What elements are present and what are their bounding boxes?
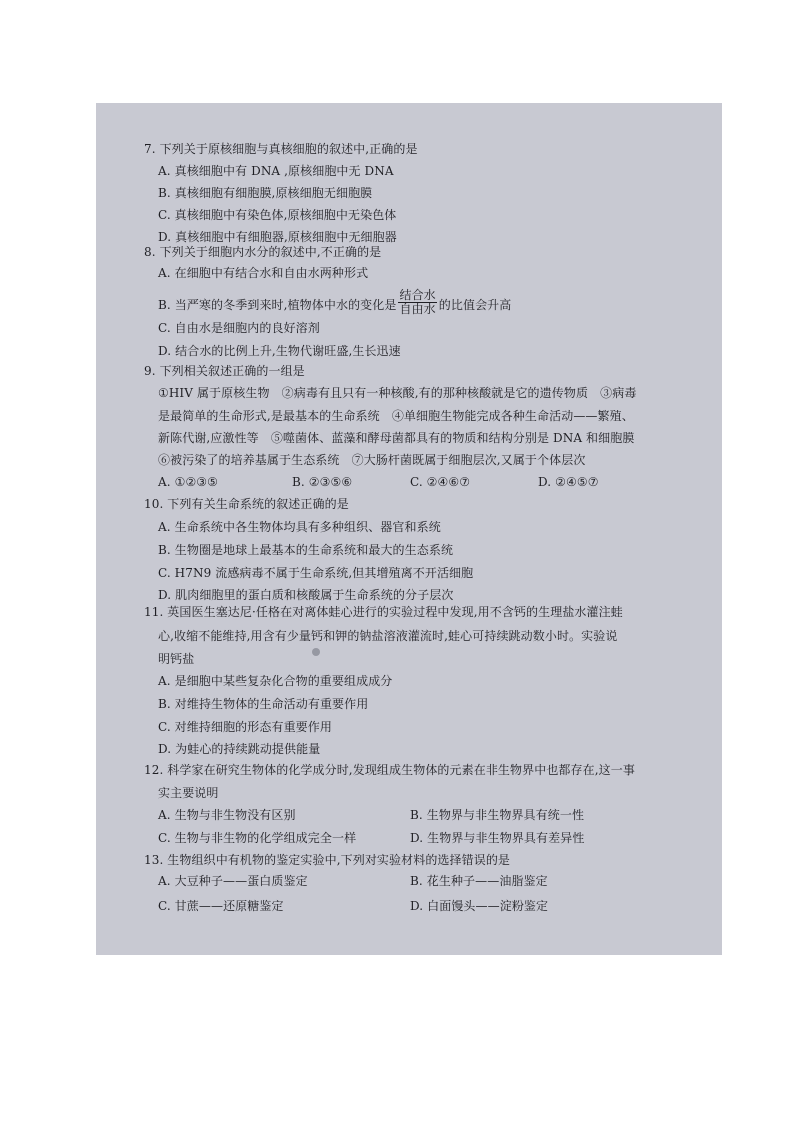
question-12-stem-line-2: 实主要说明 — [158, 786, 219, 800]
question-7-option-a: A. 真核细胞中有 DNA ,原核细胞中无 DNA — [158, 164, 394, 178]
question-12-option-c: C. 生物与非生物的化学组成完全一样 — [158, 831, 357, 845]
question-8-option-c: C. 自由水是细胞内的良好溶剂 — [158, 321, 320, 335]
question-12-option-d: D. 生物界与非生物界具有差异性 — [410, 831, 585, 845]
question-7-option-c: C. 真核细胞中有染色体,原核细胞中无染色体 — [158, 208, 397, 222]
question-11-stem-line-2: 心,收缩不能维持,用含有少量钙和钾的钠盐溶液灌流时,蛙心可持续跳动数小时。实验说 — [158, 629, 618, 643]
question-7-option-d: D. 真核细胞中有细胞器,原核细胞中无细胞器 — [158, 230, 397, 244]
question-9-stem: 9. 下列相关叙述正确的一组是 — [144, 364, 305, 378]
question-7-stem: 7. 下列关于原核细胞与真核细胞的叙述中,正确的是 — [144, 142, 418, 156]
fraction-denominator: 自由水 — [399, 302, 436, 316]
question-11-option-c: C. 对维持细胞的形态有重要作用 — [158, 720, 332, 734]
question-8-option-b-text: B. 当严寒的冬季到来时,植物体中水的变化是 — [158, 298, 397, 312]
question-8-stem: 8. 下列关于细胞内水分的叙述中,不正确的是 — [144, 245, 382, 259]
question-12-option-b: B. 生物界与非生物界具有统一性 — [410, 808, 585, 822]
question-9-option-a: A. ①②③⑤ — [158, 475, 219, 489]
question-13-option-b: B. 花生种子——油脂鉴定 — [410, 874, 548, 888]
question-8-option-b-suffix: 的比值会升高 — [438, 298, 512, 312]
question-10-option-c: C. H7N9 流感病毒不属于生命系统,但其增殖离不开活细胞 — [158, 566, 474, 580]
question-7-option-b: B. 真核细胞有细胞膜,原核细胞无细胞膜 — [158, 186, 373, 200]
question-9-option-d: D. ②④⑤⑦ — [538, 475, 599, 489]
question-13-option-c: C. 甘蔗——还原糖鉴定 — [158, 899, 284, 913]
question-11-option-a: A. 是细胞中某些复杂化合物的重要组成成分 — [158, 674, 393, 688]
question-12-stem-line-1: 12. 科学家在研究生物体的化学成分时,发现组成生物体的元素在非生物界中也都存在,这一事 — [144, 763, 635, 777]
question-9-body-line-2: 是最简单的生命形式,是最基本的生命系统 ④单细胞生物能完成各种生命活动——繁殖、 — [158, 409, 634, 423]
fraction-numerator: 结合水 — [399, 288, 436, 302]
scan-q13-cd-final — [96, 103, 722, 955]
question-10-option-b: B. 生物圈是地球上最基本的生命系统和最大的生态系统 — [158, 543, 454, 557]
question-9-option-b: B. ②③⑤⑥ — [292, 475, 353, 489]
question-9-body-line-3: 新陈代谢,应激性等 ⑤噬菌体、蓝藻和酵母菌都具有的物质和结构分别是 DNA 和细胞膜 — [158, 431, 635, 445]
question-12-option-a: A. 生物与非生物没有区别 — [158, 808, 296, 822]
question-13-option-a: A. 大豆种子——蛋白质鉴定 — [158, 874, 308, 888]
question-13-stem: 13. 生物组织中有机物的鉴定实验中,下列对实验材料的选择错误的是 — [144, 853, 511, 867]
question-11-stem-line-1: 11. 英国医生塞达尼·任格在对离体蛙心进行的实验过程中发现,用不含钙的生理盐水灌注蛙 — [144, 605, 623, 619]
question-11-stem-line-3: 明钙盐 — [158, 652, 195, 666]
question-11-option-b: B. 对维持生物体的生命活动有重要作用 — [158, 697, 369, 711]
question-10-option-a: A. 生命系统中各生物体均具有多种组织、器官和系统 — [158, 520, 441, 534]
question-11-option-d: D. 为蛙心的持续跳动提供能量 — [158, 742, 321, 756]
question-10-option-d: D. 肌肉细胞里的蛋白质和核酸属于生命系统的分子层次 — [158, 588, 454, 602]
question-9-option-c: C. ②④⑥⑦ — [410, 475, 471, 489]
question-9-body-line-4: ⑥被污染了的培养基属于生态系统 ⑦大肠杆菌既属于细胞层次,又属于个体层次 — [158, 453, 586, 467]
question-8-option-a: A. 在细胞中有结合水和自由水两种形式 — [158, 266, 369, 280]
question-8-option-d: D. 结合水的比例上升,生物代谢旺盛,生长迅速 — [158, 344, 401, 358]
question-10-stem: 10. 下列有关生命系统的叙述正确的是 — [144, 497, 349, 511]
question-13-option-d: D. 白面馒头——淀粉鉴定 — [410, 899, 549, 913]
question-9-body-line-1: ①HIV 属于原核生物 ②病毒有且只有一种核酸,有的那种核酸就是它的遗传物质 ③病毒 — [158, 386, 637, 400]
